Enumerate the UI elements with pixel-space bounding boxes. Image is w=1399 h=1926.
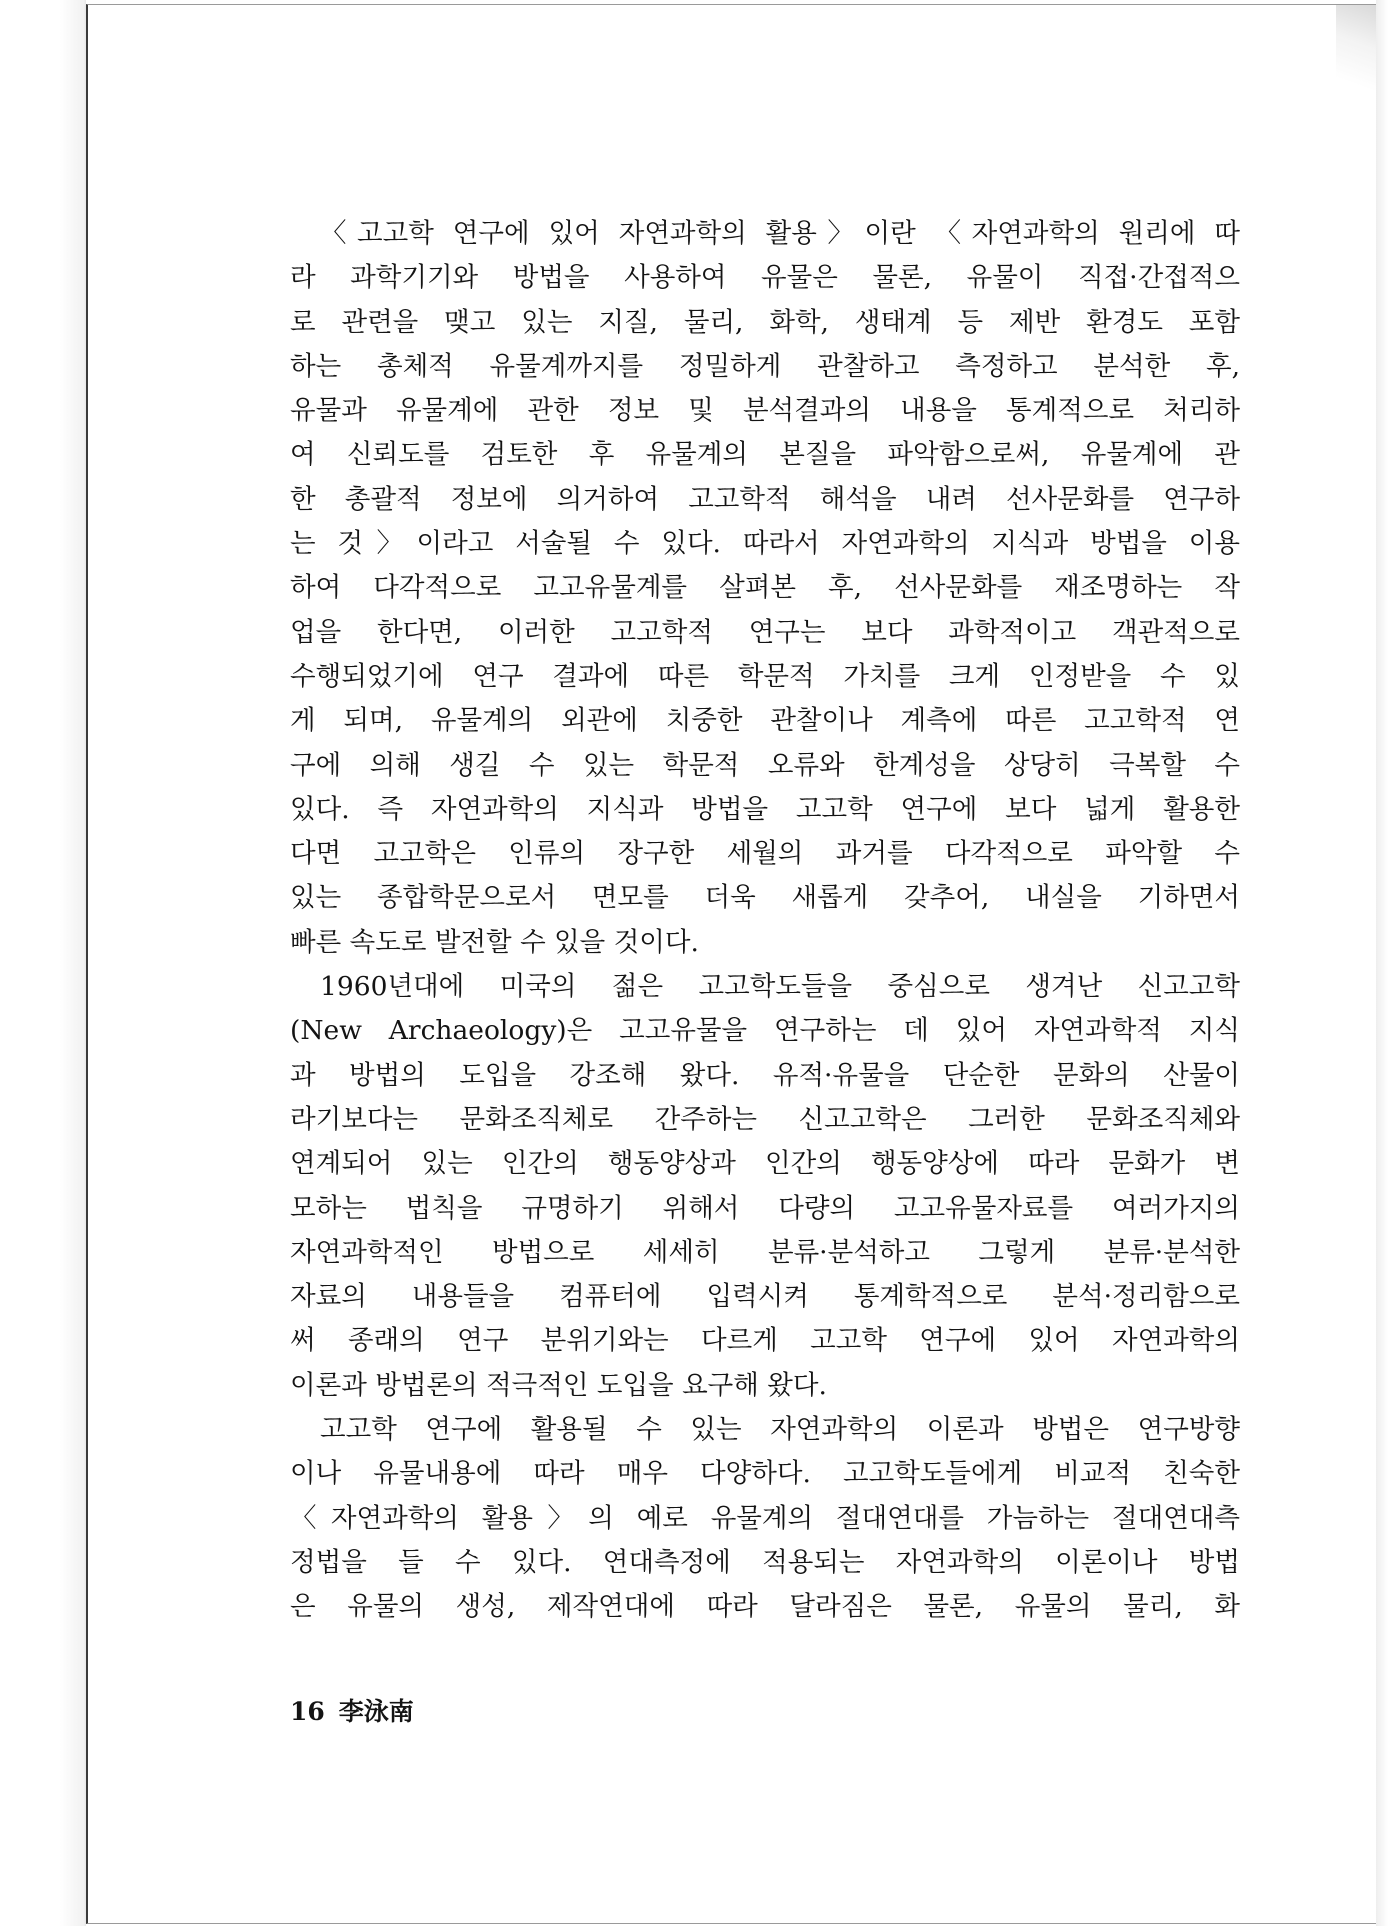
text-line: (New Archaeology)은 고고유물을 연구하는 데 있어 자연과학적 지식 xyxy=(290,1015,1240,1047)
text-line: 정법을 들 수 있다. 연대측정에 적용되는 자연과학의 이론이나 방법 xyxy=(290,1546,1240,1578)
text-line: 써 종래의 연구 분위기와는 다르게 고고학 연구에 있어 자연과학의 xyxy=(290,1325,1240,1357)
text-line: 업을 한다면, 이러한 고고학적 연구는 보다 과학적이고 객관적으로 xyxy=(290,616,1240,648)
text-line: 〈고고학 연구에 있어 자연과학의 활용〉이란 〈자연과학의 원리에 따 xyxy=(320,218,1240,249)
right-edge xyxy=(1376,0,1399,1926)
text-line: 고고학 연구에 활용될 수 있는 자연과학의 이론과 방법은 연구방향 xyxy=(320,1414,1240,1446)
text-line: 과 방법의 도입을 강조해 왔다. 유적·유물을 단순한 문화의 산물이 xyxy=(290,1059,1240,1091)
text-line: 이론과 방법론의 적극적인 도입을 요구해 왔다. xyxy=(290,1369,827,1401)
text-line: 연계되어 있는 인간의 행동양상과 인간의 행동양상에 따라 문화가 변 xyxy=(290,1148,1240,1180)
text-line: 하여 다각적으로 고고유물계를 살펴본 후, 선사문화를 재조명하는 작 xyxy=(290,572,1240,604)
text-line: 게 되며, 유물계의 외관에 치중한 관찰이나 계측에 따른 고고학적 연 xyxy=(290,705,1240,737)
text-line: 는 것〉이라고 서술될 수 있다. 따라서 자연과학의 지식과 방법을 이용 xyxy=(290,528,1240,560)
text-line: 모하는 법칙을 규명하기 위해서 다량의 고고유물자료를 여러가지의 xyxy=(290,1192,1240,1224)
text-line: 라기보다는 문화조직체로 간주하는 신고고학은 그러한 문화조직체와 xyxy=(290,1103,1240,1135)
text-line: 이나 유물내용에 따라 매우 다양하다. 고고학도들에게 비교적 친숙한 xyxy=(290,1458,1240,1490)
text-line: 1960년대에 미국의 젊은 고고학도들을 중심으로 생겨난 신고고학 xyxy=(320,971,1240,1003)
body-text xyxy=(290,212,1240,1630)
text-line: 유물과 유물계에 관한 정보 및 분석결과의 내용을 통계적으로 처리하 xyxy=(290,395,1240,427)
text-line: 자연과학적인 방법으로 세세히 분류·분석하고 그렇게 분류·분석한 xyxy=(290,1236,1240,1268)
text-line: 있는 종합학문으로서 면모를 더욱 새롭게 갖추어, 내실을 기하면서 xyxy=(290,882,1240,914)
text-line: 수행되었기에 연구 결과에 따른 학문적 가치를 크게 인정받을 수 있 xyxy=(290,660,1240,692)
text-line: 은 유물의 생성, 제작연대에 따라 달라짐은 물론, 유물의 물리, 화 xyxy=(290,1591,1240,1623)
left-margin xyxy=(0,0,86,1926)
text-line: 〈자연과학의 활용〉의 예로 유물계의 절대연대를 가늠하는 절대연대측 xyxy=(290,1502,1240,1534)
author-name: 李泳南 xyxy=(338,1697,414,1726)
text-line: 여 신뢰도를 검토한 후 유물계의 본질을 파악함으로써, 유물계에 관 xyxy=(290,439,1240,471)
text-line: 하는 총체적 유물계까지를 정밀하게 관찰하고 측정하고 분석한 후, xyxy=(290,350,1240,382)
text-line: 있다. 즉 자연과학의 지식과 방법을 고고학 연구에 보다 넓게 활용한 xyxy=(290,793,1240,825)
text-line: 빠른 속도로 발전할 수 있을 것이다. xyxy=(290,926,699,958)
text-line: 구에 의해 생길 수 있는 학문적 오류와 한계성을 상당히 극복할 수 xyxy=(290,749,1240,781)
text-line: 자료의 내용들을 컴퓨터에 입력시켜 통계학적으로 분석·정리함으로 xyxy=(290,1281,1240,1313)
text-line: 라 과학기기와 방법을 사용하여 유물은 물론, 유물이 직접·간접적으 xyxy=(290,262,1240,294)
page-corner-shadow xyxy=(1336,5,1376,115)
text-line: 다면 고고학은 인류의 장구한 세월의 과거를 다각적으로 파악할 수 xyxy=(290,838,1240,870)
page-number: 16 xyxy=(290,1697,325,1726)
page-footer xyxy=(290,1692,414,1728)
text-line: 한 총괄적 정보에 의거하여 고고학적 해석을 내려 선사문화를 연구하 xyxy=(290,483,1240,515)
text-line: 로 관련을 맺고 있는 지질, 물리, 화학, 생태계 등 제반 환경도 포함 xyxy=(290,306,1240,338)
